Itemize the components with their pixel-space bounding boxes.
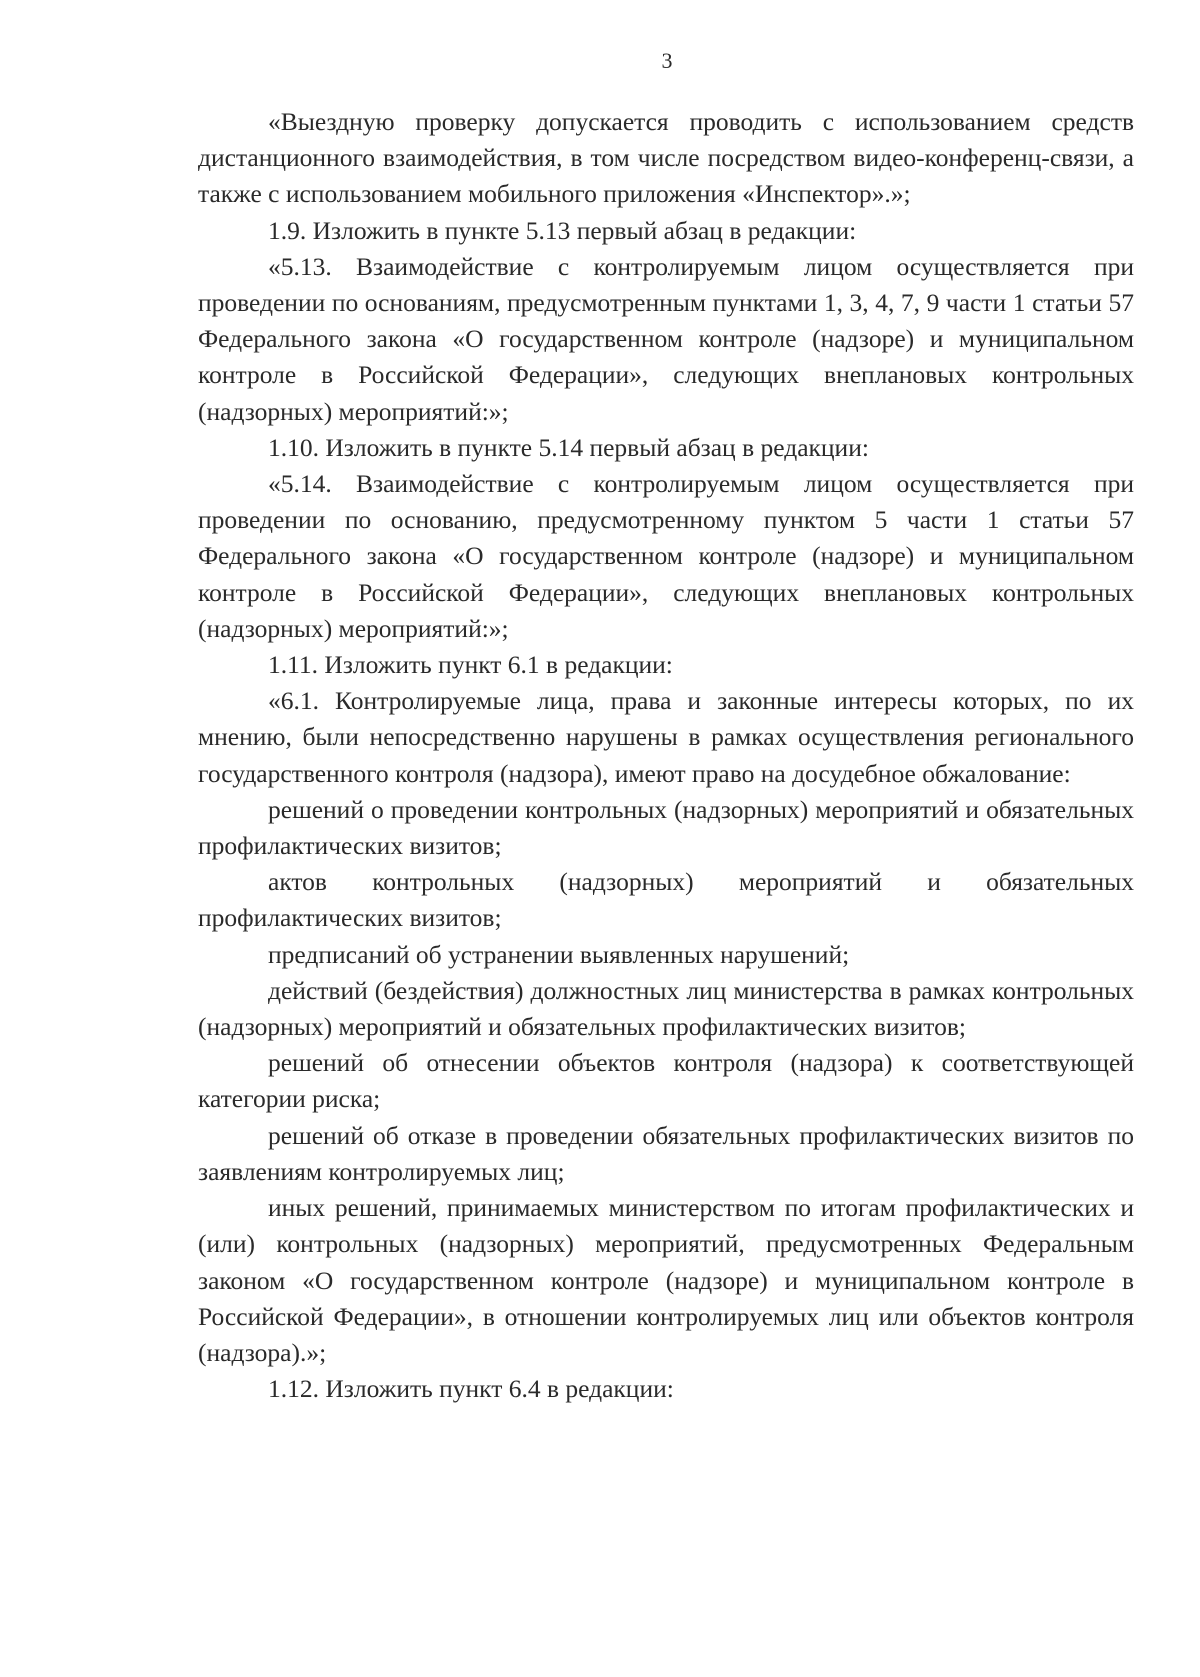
list-item-orders: предписаний об устранении выявленных нарушений; xyxy=(268,939,850,969)
paragraph-quote-inspection: «Выездную проверку допускается проводить с использованием средств дистанционного взаимодействия, в том числе посредством видео-конференц-связи, а также с использованием мобильного приложения «Инспектор».»; xyxy=(198,107,1134,209)
paragraph-item-1-11: 1.11. Изложить пункт 6.1 в редакции: xyxy=(268,650,673,680)
paragraph-item-1-10: 1.10. Изложить в пункте 5.14 первый абзац в редакции: xyxy=(268,432,869,462)
list-item-actions: действий (бездействия) должностных лиц министерства в рамках контрольных (надзорных) мероприятий и обязательных профилактических визитов; xyxy=(198,975,1134,1042)
page-number: 3 xyxy=(661,48,673,73)
paragraph-quote-6-1: «6.1. Контролируемые лица, права и законные интересы которых, по их мнению, были непосредственно нарушены в рамках осуществления регионального государственного контроля (надзора), имеют право на досудебное обжалование: xyxy=(198,686,1134,788)
list-item-refusal: решений об отказе в проведении обязательных профилактических визитов по заявлениям контролируемых лиц; xyxy=(198,1120,1134,1186)
list-item-other-decisions: иных решений, принимаемых министерством по итогам профилактических и (или) контрольных (надзорных) мероприятий, предусмотренных Федеральным законом «О государственном контроле (надзоре) и муниципальном контроле в Российской Федерации», в отношении контролируемых лиц или объектов контроля (надзора).»; xyxy=(198,1193,1134,1367)
list-item-risk-category: решений об отнесении объектов контроля (надзора) к соответствующей категории риска; xyxy=(198,1048,1134,1114)
document-body xyxy=(198,104,1134,1407)
paragraph-quote-5-13: «5.13. Взаимодействие с контролируемым лицом осуществляется при проведении по основаниям, предусмотренным пунктами 1, 3, 4, 7, 9 части 1 статьи 57 Федерального закона «О государственном контроле (надзоре) и муниципальном контроле в Российской Федерации», следующих внеплановых контрольных (надзорных) мероприятий:»; xyxy=(198,251,1134,426)
paragraph-quote-5-14: «5.14. Взаимодействие с контролируемым лицом осуществляется при проведении по основанию, предусмотренному пунктом 5 части 1 статьи 57 Федерального закона «О государственном контроле (надзоре) и муниципальном контроле в Российской Федерации», следующих внеплановых контрольных (надзорных) мероприятий:»; xyxy=(198,469,1134,643)
list-item-acts: актов контрольных (надзорных) мероприятий и обязательных профилактических визитов; xyxy=(198,867,1134,933)
list-item-decisions: решений о проведении контрольных (надзорных) мероприятий и обязательных профилактических визитов; xyxy=(198,794,1134,861)
paragraph-item-1-12: 1.12. Изложить пункт 6.4 в редакции: xyxy=(268,1374,674,1404)
paragraph-item-1-9: 1.9. Изложить в пункте 5.13 первый абзац в редакции: xyxy=(268,215,857,245)
